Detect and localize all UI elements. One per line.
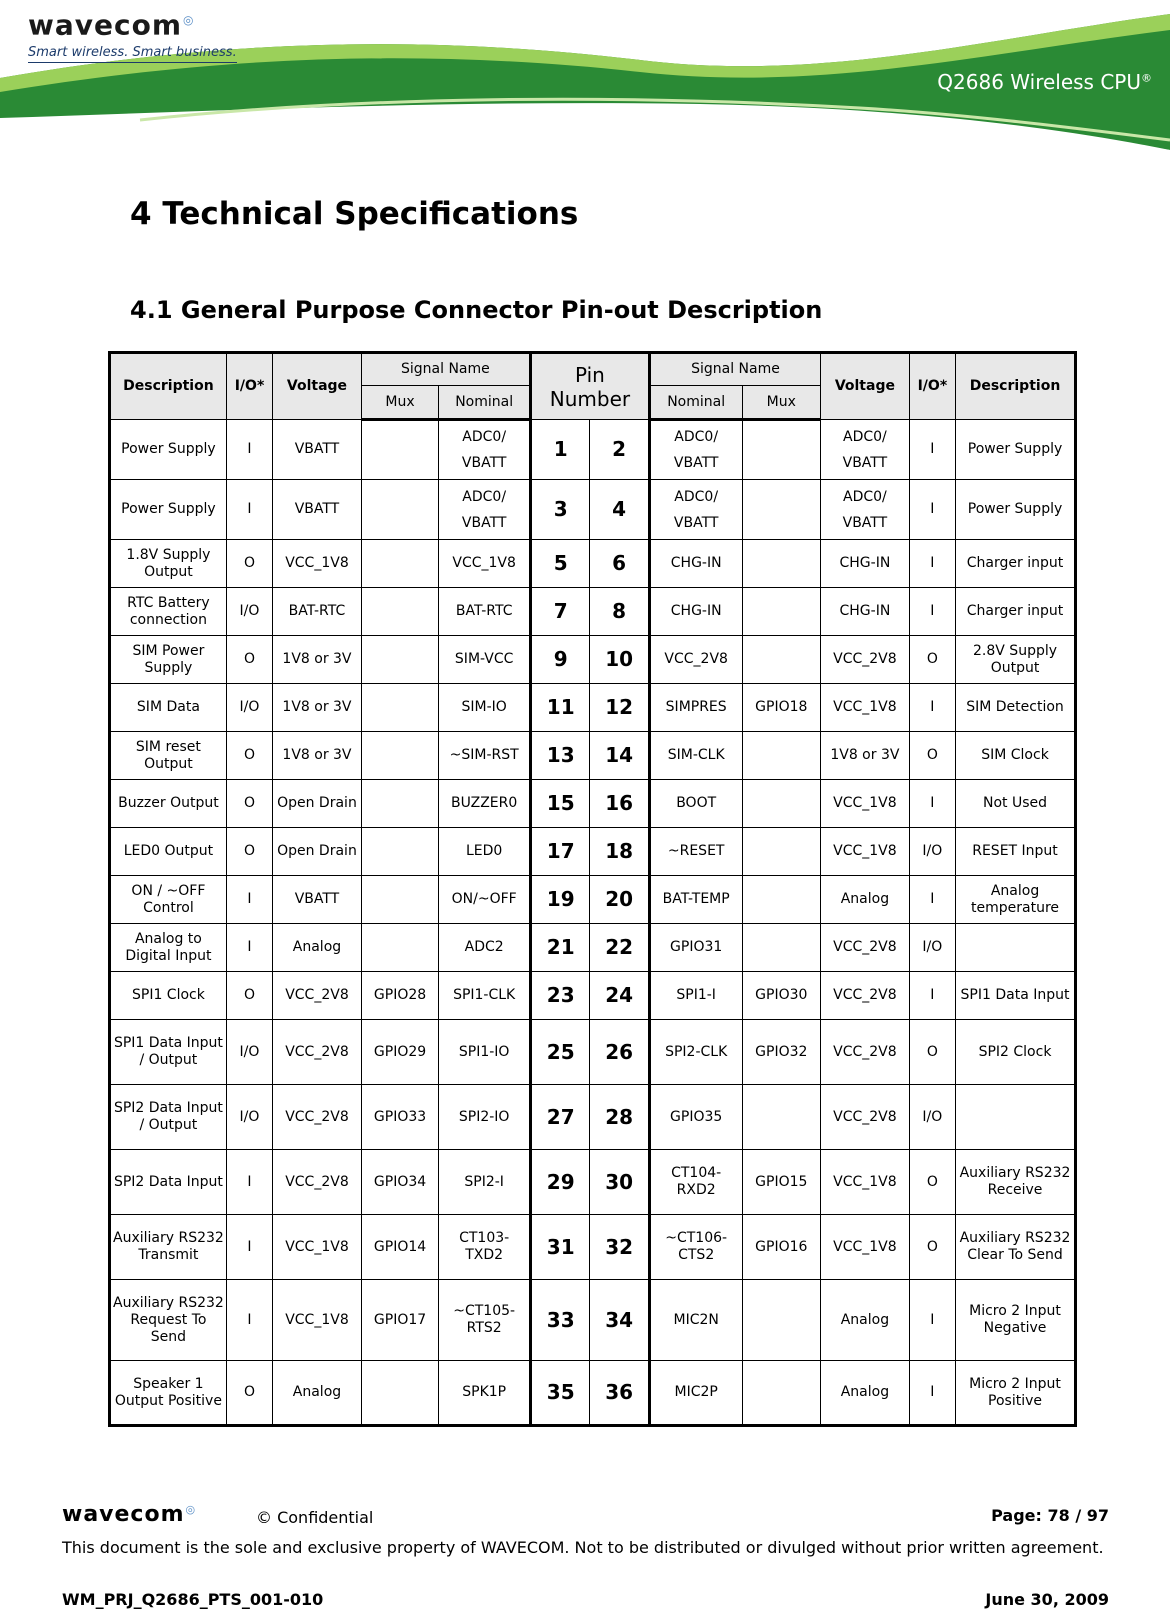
cell-io-right: I — [909, 972, 955, 1020]
table-row — [110, 732, 1076, 780]
cell-pin-left: 17 — [531, 828, 590, 876]
cell-nominal-left: ON/~OFF — [439, 876, 531, 924]
cell-nominal-right: SIM-CLK — [649, 732, 742, 780]
cell-mux-right — [742, 780, 821, 828]
cell-mux-right — [742, 1085, 821, 1150]
col-nominal-right: Nominal — [649, 386, 742, 420]
cell-pin-right: 30 — [590, 1150, 649, 1215]
cell-desc-right: Micro 2 Input Negative — [956, 1280, 1076, 1361]
cell-nominal-right: MIC2P — [649, 1361, 742, 1426]
col-mux-left: Mux — [361, 386, 439, 420]
cell-voltage-left: VCC_2V8 — [273, 972, 362, 1020]
cell-pin-right: 34 — [590, 1280, 649, 1361]
table-row — [110, 876, 1076, 924]
cell-pin-right: 28 — [590, 1085, 649, 1150]
cell-pin-right: 24 — [590, 972, 649, 1020]
cell-nominal-left: ~SIM-RST — [439, 732, 531, 780]
cell-io-left: O — [226, 540, 272, 588]
cell-pin-left: 21 — [531, 924, 590, 972]
cell-io-right: O — [909, 1215, 955, 1280]
cell-voltage-left: Open Drain — [273, 828, 362, 876]
confidentiality-notice: This document is the sole and exclusive property of WAVECOM. Not to be distributed or divulged without prior written agreement. — [62, 1538, 1104, 1557]
cell-mux-right: GPIO16 — [742, 1215, 821, 1280]
cell-pin-left: 7 — [531, 588, 590, 636]
cell-pin-left: 23 — [531, 972, 590, 1020]
table-row — [110, 1085, 1076, 1150]
cell-voltage-right: VCC_2V8 — [821, 1085, 910, 1150]
cell-desc-left: SIM Data — [110, 684, 227, 732]
cell-io-left: I — [226, 480, 272, 540]
cell-pin-right: 8 — [590, 588, 649, 636]
cell-io-right: I — [909, 1361, 955, 1426]
cell-voltage-right: VCC_2V8 — [821, 924, 910, 972]
cell-nominal-left: SPI1-CLK — [439, 972, 531, 1020]
cell-nominal-left: VCC_1V8 — [439, 540, 531, 588]
col-voltage-left: Voltage — [273, 353, 362, 420]
table-row — [110, 972, 1076, 1020]
cell-nominal-left: ADC0/ VBATT — [439, 420, 531, 480]
cell-io-left: O — [226, 732, 272, 780]
cell-io-left: I — [226, 924, 272, 972]
table-row — [110, 1215, 1076, 1280]
cell-mux-right — [742, 588, 821, 636]
cell-desc-left: SPI1 Data Input / Output — [110, 1020, 227, 1085]
cell-io-left: I — [226, 1280, 272, 1361]
cell-io-right: O — [909, 732, 955, 780]
col-description-left: Description — [110, 353, 227, 420]
cell-nominal-left: SIM-IO — [439, 684, 531, 732]
table-row — [110, 540, 1076, 588]
cell-voltage-right: CHG-IN — [821, 540, 910, 588]
table-row — [110, 1150, 1076, 1215]
cell-desc-right: SPI2 Clock — [956, 1020, 1076, 1085]
cell-mux-right — [742, 420, 821, 480]
cell-nominal-left: BUZZER0 — [439, 780, 531, 828]
cell-pin-left: 5 — [531, 540, 590, 588]
cell-nominal-right: VCC_2V8 — [649, 636, 742, 684]
cell-io-left: I — [226, 1215, 272, 1280]
cell-desc-right: Auxiliary RS232 Receive — [956, 1150, 1076, 1215]
cell-voltage-left: VBATT — [273, 480, 362, 540]
cell-desc-left: 1.8V Supply Output — [110, 540, 227, 588]
cell-mux-right: GPIO32 — [742, 1020, 821, 1085]
cell-voltage-right: VCC_1V8 — [821, 780, 910, 828]
cell-nominal-right: MIC2N — [649, 1280, 742, 1361]
cell-voltage-right: 1V8 or 3V — [821, 732, 910, 780]
cell-io-right: I — [909, 540, 955, 588]
footer-logo — [62, 1502, 196, 1527]
section-title: 4.1 General Purpose Connector Pin-out Description — [130, 296, 823, 324]
cell-mux-left — [361, 876, 439, 924]
cell-mux-left — [361, 732, 439, 780]
table-row — [110, 420, 1076, 480]
cell-nominal-left: SPK1P — [439, 1361, 531, 1426]
cell-desc-right: Charger input — [956, 588, 1076, 636]
cell-mux-left — [361, 780, 439, 828]
cell-desc-left: SPI1 Clock — [110, 972, 227, 1020]
cell-desc-right: Power Supply — [956, 480, 1076, 540]
cell-desc-right: SIM Clock — [956, 732, 1076, 780]
cell-mux-right — [742, 1361, 821, 1426]
cell-voltage-left: VCC_2V8 — [273, 1150, 362, 1215]
cell-nominal-right: ~RESET — [649, 828, 742, 876]
cell-voltage-left: 1V8 or 3V — [273, 684, 362, 732]
col-io-right: I/O* — [909, 353, 955, 420]
cell-io-left: O — [226, 780, 272, 828]
cell-desc-right: Micro 2 Input Positive — [956, 1361, 1076, 1426]
cell-nominal-right: GPIO31 — [649, 924, 742, 972]
cell-voltage-left: Open Drain — [273, 780, 362, 828]
cell-voltage-right: ADC0/ VBATT — [821, 480, 910, 540]
cell-nominal-left: ~CT105-RTS2 — [439, 1280, 531, 1361]
logo-mark-icon: ◎ — [183, 13, 195, 27]
cell-desc-right: SPI1 Data Input — [956, 972, 1076, 1020]
cell-desc-left: SPI2 Data Input / Output — [110, 1085, 227, 1150]
cell-nominal-left: SPI2-I — [439, 1150, 531, 1215]
cell-pin-right: 16 — [590, 780, 649, 828]
cell-mux-right — [742, 876, 821, 924]
cell-mux-left — [361, 1361, 439, 1426]
footer-logo-mark-icon: ◎ — [185, 1502, 197, 1516]
cell-nominal-right: SPI1-I — [649, 972, 742, 1020]
cell-io-right: I/O — [909, 828, 955, 876]
table-row — [110, 1020, 1076, 1085]
cell-desc-right: Charger input — [956, 540, 1076, 588]
cell-io-left: O — [226, 828, 272, 876]
cell-io-left: I/O — [226, 684, 272, 732]
col-nominal-left: Nominal — [439, 386, 531, 420]
cell-voltage-left: Analog — [273, 924, 362, 972]
cell-nominal-left: SIM-VCC — [439, 636, 531, 684]
cell-desc-left: Auxiliary RS232 Transmit — [110, 1215, 227, 1280]
pinout-table — [108, 351, 1077, 1427]
cell-pin-right: 2 — [590, 420, 649, 480]
cell-nominal-right: ADC0/ VBATT — [649, 480, 742, 540]
table-row — [110, 1361, 1076, 1426]
cell-pin-right: 18 — [590, 828, 649, 876]
registered-mark: ® — [1141, 71, 1152, 85]
cell-desc-left: SIM Power Supply — [110, 636, 227, 684]
cell-mux-left — [361, 828, 439, 876]
table-row — [110, 588, 1076, 636]
cell-io-left: O — [226, 636, 272, 684]
cell-nominal-right: CT104-RXD2 — [649, 1150, 742, 1215]
cell-voltage-left: BAT-RTC — [273, 588, 362, 636]
cell-mux-left — [361, 924, 439, 972]
cell-nominal-left: LED0 — [439, 828, 531, 876]
cell-io-right: I — [909, 780, 955, 828]
chapter-title: 4 Technical Specifications — [130, 196, 579, 232]
cell-voltage-right: VCC_2V8 — [821, 636, 910, 684]
cell-voltage-left: VBATT — [273, 420, 362, 480]
logo-text: wavecom — [28, 8, 183, 42]
cell-mux-left — [361, 684, 439, 732]
cell-nominal-right: SPI2-CLK — [649, 1020, 742, 1085]
cell-desc-left: ON / ~OFF Control — [110, 876, 227, 924]
cell-desc-left: Buzzer Output — [110, 780, 227, 828]
cell-pin-right: 26 — [590, 1020, 649, 1085]
product-title: Q2686 Wireless CPU® — [937, 70, 1152, 94]
cell-desc-right: Analog temperature — [956, 876, 1076, 924]
cell-nominal-right: GPIO35 — [649, 1085, 742, 1150]
cell-mux-right — [742, 636, 821, 684]
cell-desc-right — [956, 1085, 1076, 1150]
cell-desc-left: LED0 Output — [110, 828, 227, 876]
cell-io-right: O — [909, 1150, 955, 1215]
cell-mux-right — [742, 732, 821, 780]
cell-voltage-left: VCC_1V8 — [273, 1215, 362, 1280]
cell-voltage-left: Analog — [273, 1361, 362, 1426]
cell-voltage-left: 1V8 or 3V — [273, 732, 362, 780]
table-row — [110, 828, 1076, 876]
cell-nominal-right: SIMPRES — [649, 684, 742, 732]
cell-pin-left: 9 — [531, 636, 590, 684]
cell-io-left: I — [226, 876, 272, 924]
page-number: Page: 78 / 97 — [991, 1506, 1109, 1525]
cell-mux-left — [361, 540, 439, 588]
cell-pin-left: 19 — [531, 876, 590, 924]
table-row — [110, 684, 1076, 732]
cell-nominal-left: CT103-TXD2 — [439, 1215, 531, 1280]
cell-pin-right: 12 — [590, 684, 649, 732]
cell-desc-right: SIM Detection — [956, 684, 1076, 732]
cell-io-right: I/O — [909, 1085, 955, 1150]
cell-mux-left — [361, 588, 439, 636]
cell-nominal-left: BAT-RTC — [439, 588, 531, 636]
cell-mux-right — [742, 540, 821, 588]
cell-voltage-left: 1V8 or 3V — [273, 636, 362, 684]
cell-pin-right: 14 — [590, 732, 649, 780]
cell-io-right: I — [909, 420, 955, 480]
cell-io-right: I/O — [909, 924, 955, 972]
cell-io-left: I — [226, 1150, 272, 1215]
cell-mux-left — [361, 420, 439, 480]
cell-voltage-right: VCC_1V8 — [821, 684, 910, 732]
table-row — [110, 1280, 1076, 1361]
cell-pin-left: 35 — [531, 1361, 590, 1426]
col-signal-name-left: Signal Name — [361, 353, 530, 386]
cell-mux-left: GPIO33 — [361, 1085, 439, 1150]
cell-nominal-right: CHG-IN — [649, 540, 742, 588]
cell-io-right: I — [909, 480, 955, 540]
cell-voltage-right: Analog — [821, 1361, 910, 1426]
cell-voltage-right: VCC_1V8 — [821, 828, 910, 876]
cell-pin-right: 10 — [590, 636, 649, 684]
cell-pin-right: 32 — [590, 1215, 649, 1280]
cell-io-left: I/O — [226, 588, 272, 636]
cell-mux-left: GPIO34 — [361, 1150, 439, 1215]
cell-pin-left: 33 — [531, 1280, 590, 1361]
col-io-left: I/O* — [226, 353, 272, 420]
cell-voltage-left: VCC_1V8 — [273, 1280, 362, 1361]
col-signal-name-right: Signal Name — [649, 353, 820, 386]
cell-mux-left — [361, 636, 439, 684]
logo-tagline: Smart wireless. Smart business. — [28, 46, 237, 63]
cell-desc-left: Power Supply — [110, 420, 227, 480]
cell-desc-left: Auxiliary RS232 Request To Send — [110, 1280, 227, 1361]
cell-mux-right — [742, 924, 821, 972]
cell-mux-right — [742, 1280, 821, 1361]
cell-io-right: O — [909, 636, 955, 684]
cell-nominal-left: ADC0/ VBATT — [439, 480, 531, 540]
cell-io-right: I — [909, 876, 955, 924]
cell-voltage-right: VCC_2V8 — [821, 1020, 910, 1085]
cell-mux-left: GPIO14 — [361, 1215, 439, 1280]
cell-desc-right: RESET Input — [956, 828, 1076, 876]
cell-voltage-left: VCC_2V8 — [273, 1020, 362, 1085]
cell-nominal-right: BAT-TEMP — [649, 876, 742, 924]
cell-io-right: I — [909, 684, 955, 732]
cell-nominal-left: ADC2 — [439, 924, 531, 972]
cell-pin-left: 13 — [531, 732, 590, 780]
cell-desc-right — [956, 924, 1076, 972]
cell-pin-right: 4 — [590, 480, 649, 540]
table-body — [110, 420, 1076, 1426]
cell-pin-left: 25 — [531, 1020, 590, 1085]
table-row — [110, 924, 1076, 972]
cell-mux-left — [361, 480, 439, 540]
cell-pin-left: 31 — [531, 1215, 590, 1280]
cell-mux-right — [742, 480, 821, 540]
col-pin-number: Pin Number — [531, 353, 650, 420]
cell-mux-right: GPIO30 — [742, 972, 821, 1020]
cell-mux-right: GPIO15 — [742, 1150, 821, 1215]
cell-nominal-right: ADC0/ VBATT — [649, 420, 742, 480]
cell-pin-right: 22 — [590, 924, 649, 972]
cell-pin-right: 36 — [590, 1361, 649, 1426]
confidential-label: © Confidential — [256, 1508, 374, 1527]
document-reference: WM_PRJ_Q2686_PTS_001-010 — [62, 1590, 324, 1609]
cell-io-left: I/O — [226, 1085, 272, 1150]
cell-pin-left: 11 — [531, 684, 590, 732]
cell-io-right: I — [909, 588, 955, 636]
cell-nominal-left: SPI2-IO — [439, 1085, 531, 1150]
cell-io-left: O — [226, 1361, 272, 1426]
cell-pin-right: 6 — [590, 540, 649, 588]
cell-voltage-left: VCC_2V8 — [273, 1085, 362, 1150]
cell-mux-left: GPIO29 — [361, 1020, 439, 1085]
cell-io-left: I — [226, 420, 272, 480]
cell-pin-left: 27 — [531, 1085, 590, 1150]
wavecom-logo — [28, 4, 237, 63]
cell-io-left: I/O — [226, 1020, 272, 1085]
cell-desc-left: SPI2 Data Input — [110, 1150, 227, 1215]
cell-desc-left: SIM reset Output — [110, 732, 227, 780]
cell-nominal-left: SPI1-IO — [439, 1020, 531, 1085]
col-description-right: Description — [956, 353, 1076, 420]
cell-voltage-right: CHG-IN — [821, 588, 910, 636]
cell-pin-left: 3 — [531, 480, 590, 540]
cell-voltage-right: VCC_1V8 — [821, 1215, 910, 1280]
cell-desc-right: Auxiliary RS232 Clear To Send — [956, 1215, 1076, 1280]
cell-voltage-left: VCC_1V8 — [273, 540, 362, 588]
table-row — [110, 480, 1076, 540]
cell-desc-left: Speaker 1 Output Positive — [110, 1361, 227, 1426]
cell-nominal-right: ~CT106-CTS2 — [649, 1215, 742, 1280]
cell-pin-left: 1 — [531, 420, 590, 480]
cell-pin-right: 20 — [590, 876, 649, 924]
table-row — [110, 780, 1076, 828]
cell-pin-left: 15 — [531, 780, 590, 828]
cell-voltage-left: VBATT — [273, 876, 362, 924]
document-date: June 30, 2009 — [985, 1590, 1109, 1609]
table-row — [110, 636, 1076, 684]
cell-io-right: I — [909, 1280, 955, 1361]
cell-desc-right: Power Supply — [956, 420, 1076, 480]
cell-mux-left: GPIO17 — [361, 1280, 439, 1361]
cell-desc-left: Analog to Digital Input — [110, 924, 227, 972]
col-mux-right: Mux — [742, 386, 821, 420]
cell-nominal-right: CHG-IN — [649, 588, 742, 636]
cell-io-right: O — [909, 1020, 955, 1085]
cell-nominal-right: BOOT — [649, 780, 742, 828]
cell-io-left: O — [226, 972, 272, 1020]
cell-mux-right: GPIO18 — [742, 684, 821, 732]
table-header-row — [110, 353, 1076, 386]
cell-voltage-right: ADC0/ VBATT — [821, 420, 910, 480]
cell-pin-left: 29 — [531, 1150, 590, 1215]
cell-voltage-right: VCC_1V8 — [821, 1150, 910, 1215]
cell-voltage-right: Analog — [821, 1280, 910, 1361]
cell-desc-right: 2.8V Supply Output — [956, 636, 1076, 684]
cell-desc-right: Not Used — [956, 780, 1076, 828]
footer-logo-text: wavecom — [62, 1502, 185, 1527]
cell-desc-left: RTC Battery connection — [110, 588, 227, 636]
cell-mux-left: GPIO28 — [361, 972, 439, 1020]
cell-mux-right — [742, 828, 821, 876]
col-voltage-right: Voltage — [821, 353, 910, 420]
cell-voltage-right: Analog — [821, 876, 910, 924]
cell-voltage-right: VCC_2V8 — [821, 972, 910, 1020]
cell-desc-left: Power Supply — [110, 480, 227, 540]
